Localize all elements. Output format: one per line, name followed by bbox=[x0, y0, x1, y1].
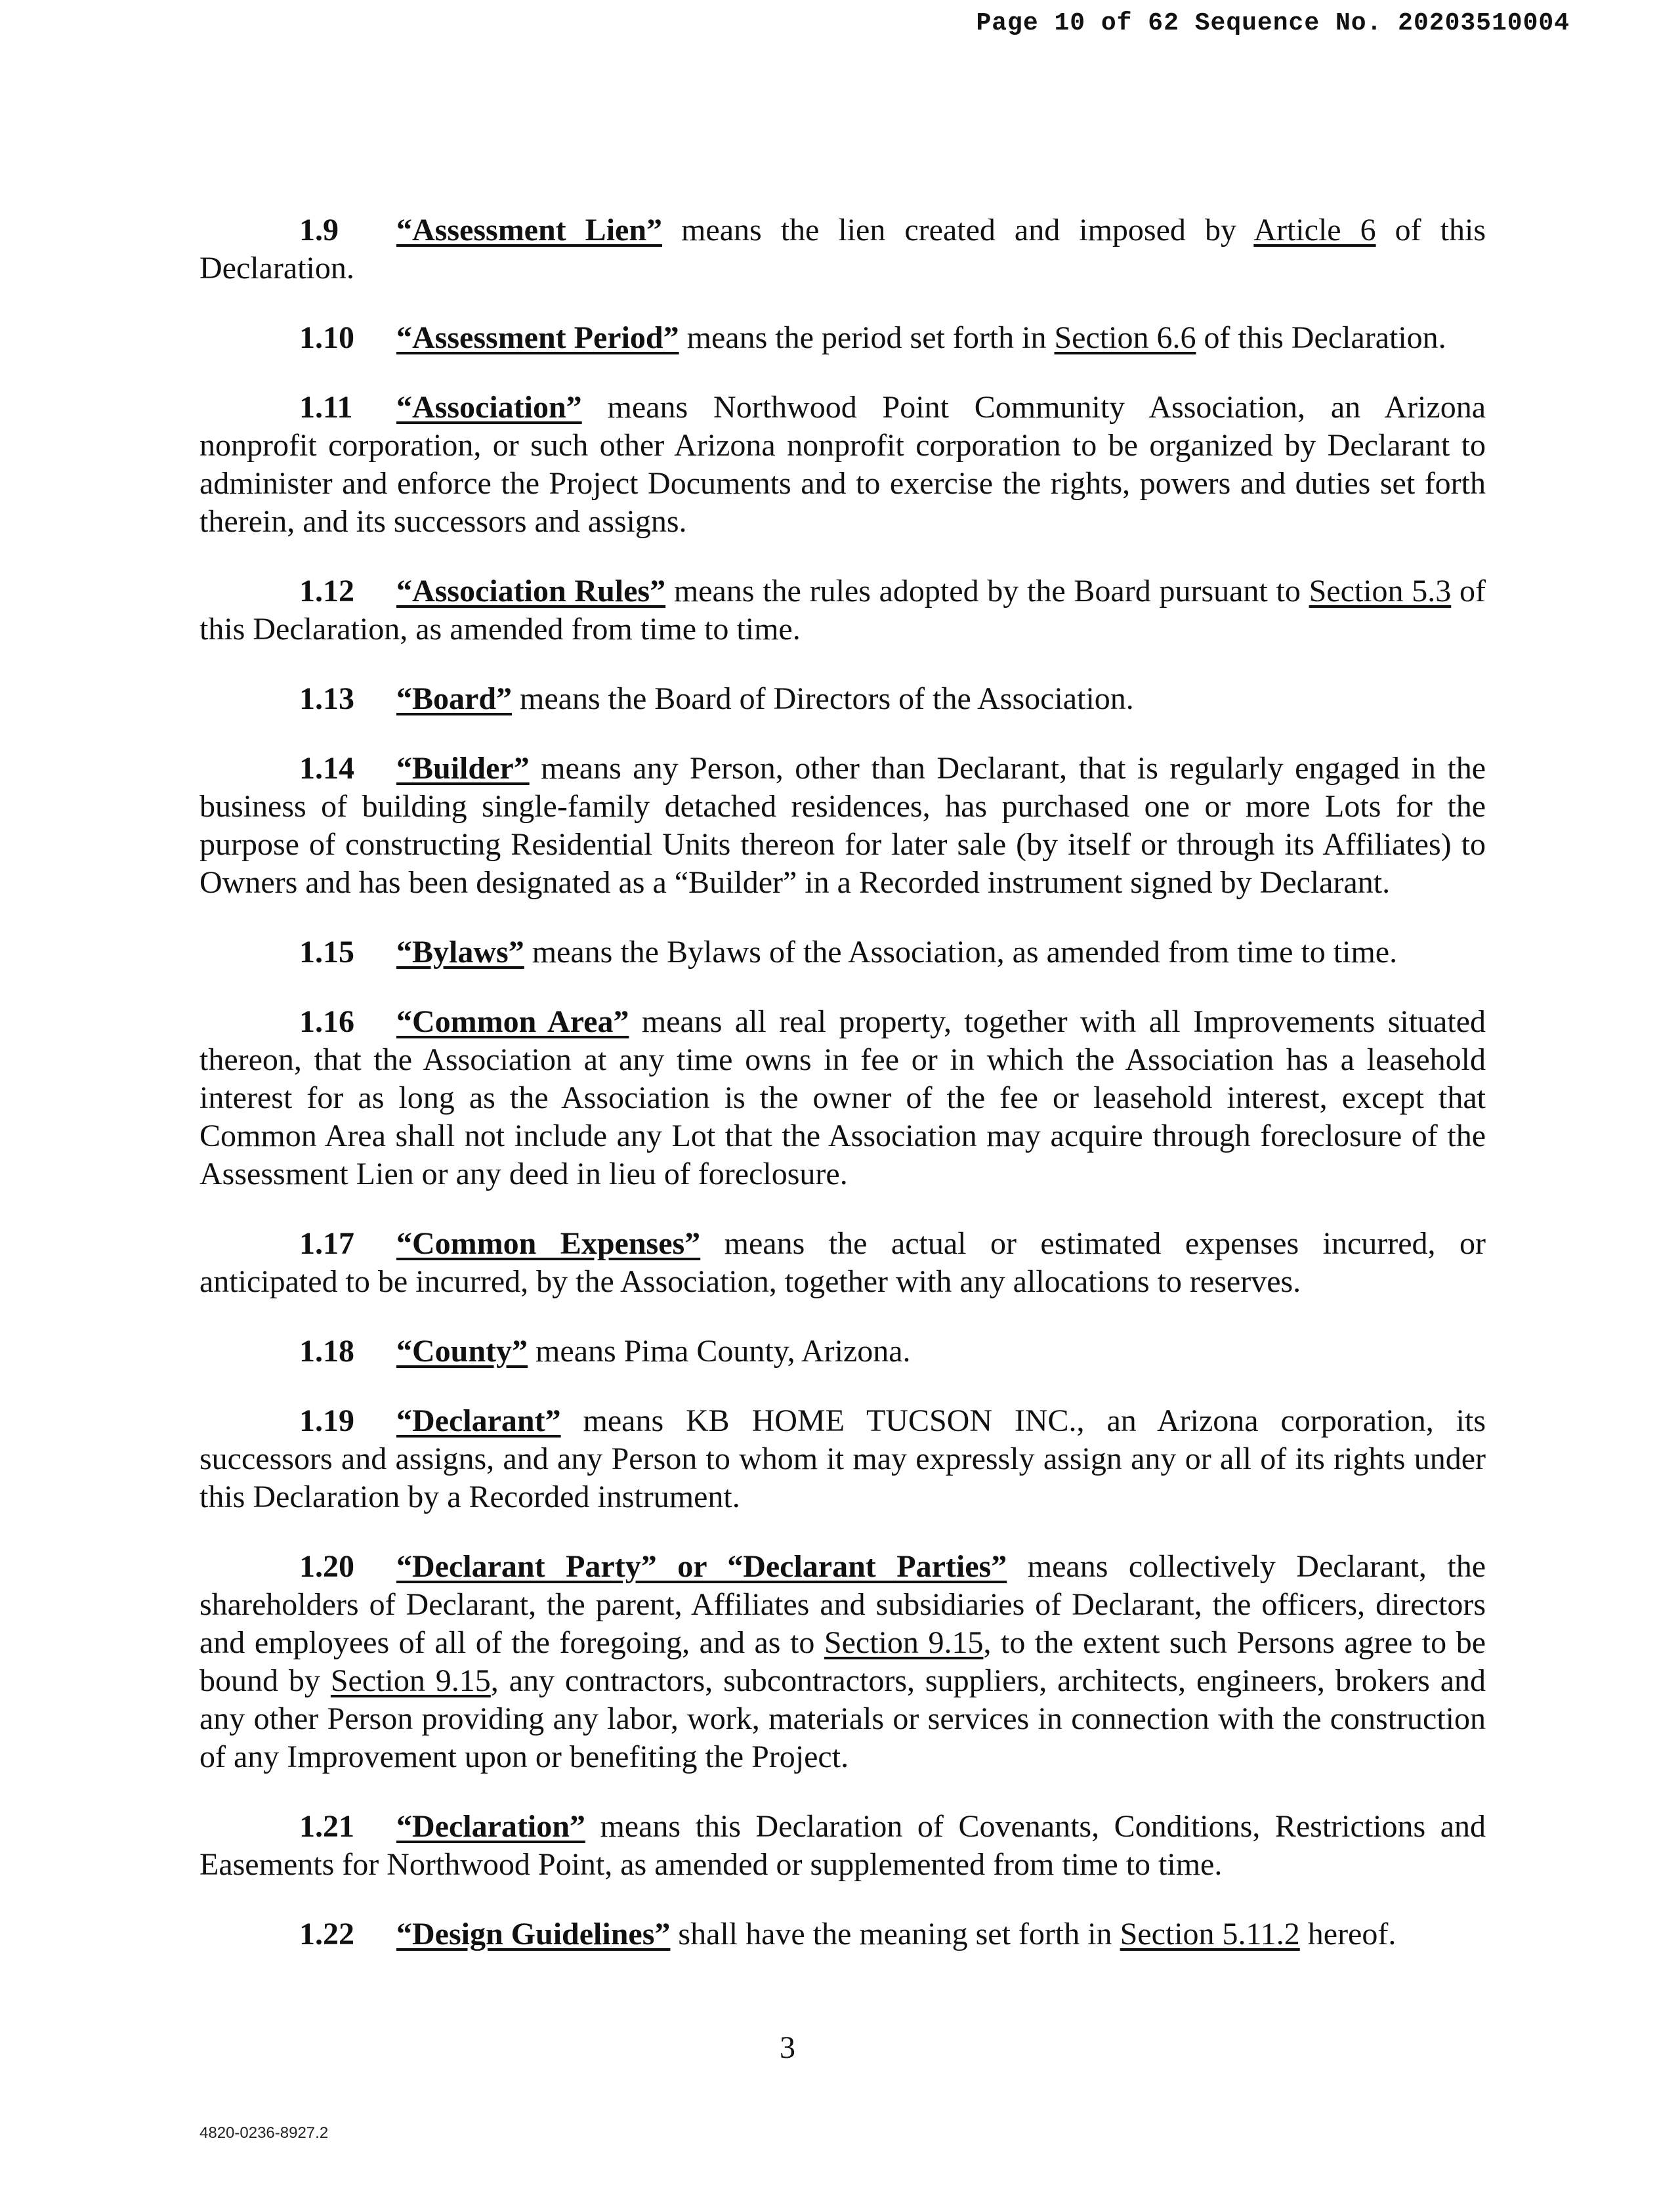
section-number: 1.12 bbox=[299, 574, 354, 608]
definition-paragraph bbox=[200, 1225, 1486, 1301]
page-sequence-header: Page 10 of 62 Sequence No. 20203510004 bbox=[976, 9, 1570, 37]
defined-term: “Association” bbox=[396, 390, 582, 425]
defined-term: “Association Rules” bbox=[396, 574, 666, 608]
definition-text: means Pima County, Arizona. bbox=[528, 1334, 911, 1369]
definition-text: means collectively Declarant, the shareholders of Declarant, the parent, Affiliates and subsidiaries of Declarant, the officers, directors and employees of all of the foregoing, and as to bbox=[200, 1549, 1486, 1660]
section-number: 1.14 bbox=[299, 751, 354, 786]
definition-paragraph bbox=[200, 1003, 1486, 1193]
definition-paragraph bbox=[200, 1402, 1486, 1516]
definition-text: means KB HOME TUCSON INC., an Arizona corporation, its successors and assigns, and any Person to whom it may expressly assign any or all of its rights under this Declaration by a Recorded instrument. bbox=[200, 1403, 1486, 1514]
definition-text: hereof. bbox=[1299, 1917, 1396, 1951]
definition-text: means the rules adopted by the Board pursuant to bbox=[665, 574, 1309, 608]
definition-text: means the actual or estimated expenses incurred, or anticipated to be incurred, by the Association, together with any allocations to reserves. bbox=[200, 1226, 1486, 1299]
definition-paragraph bbox=[200, 319, 1486, 357]
cross-reference: Section 9.15 bbox=[330, 1663, 491, 1698]
definition-paragraph bbox=[200, 933, 1486, 971]
section-number: 1.18 bbox=[299, 1334, 354, 1369]
definition-text: means all real property, together with all Improvements situated thereon, that the Association at any time owns in fee or in which the Association has a leasehold interest for as long as the Association is the owner of the fee or leasehold interest, except that Common Area shall not include any Lot that the Association may acquire through foreclosure of the Assessment Lien or any deed in lieu of foreclosure. bbox=[200, 1004, 1486, 1191]
definition-paragraph bbox=[200, 1808, 1486, 1884]
defined-term: “County” bbox=[396, 1334, 528, 1369]
definition-paragraph bbox=[200, 1548, 1486, 1776]
definition-text: means this Declaration of Covenants, Conditions, Restrictions and Easements for Northwood Point, as amended or supplemented from time to time. bbox=[200, 1809, 1486, 1882]
definition-text: shall have the meaning set forth in bbox=[670, 1917, 1120, 1951]
definition-text: , to the extent such Persons agree to be bound by bbox=[200, 1625, 1486, 1698]
definition-text: means the lien created and imposed by bbox=[662, 213, 1254, 247]
section-number: 1.10 bbox=[299, 320, 354, 355]
definition-paragraph bbox=[200, 389, 1486, 541]
definition-paragraph bbox=[200, 211, 1486, 288]
definition-paragraph bbox=[200, 572, 1486, 649]
cross-reference: Section 5.3 bbox=[1309, 574, 1452, 608]
cross-reference: Section 9.15 bbox=[824, 1625, 984, 1660]
definition-paragraph bbox=[200, 680, 1486, 718]
defined-term: “Builder” bbox=[396, 751, 530, 786]
definition-text: of this Declaration. bbox=[1196, 320, 1446, 355]
definition-paragraph bbox=[200, 1915, 1486, 1953]
definition-text: means the Bylaws of the Association, as amended from time to time. bbox=[524, 935, 1398, 970]
definition-text: of this Declaration, as amended from time to time. bbox=[200, 574, 1486, 647]
defined-term: “Declarant” bbox=[396, 1403, 561, 1438]
section-number: 1.21 bbox=[299, 1809, 354, 1844]
cross-reference: Article 6 bbox=[1253, 213, 1376, 247]
section-number: 1.11 bbox=[299, 390, 353, 425]
section-number: 1.9 bbox=[299, 213, 339, 247]
section-number: 1.22 bbox=[299, 1917, 354, 1951]
definition-text: means Northwood Point Community Association, an Arizona nonprofit corporation, or such other Arizona nonprofit corporation to be organized by Declarant to administer and enforce the Project Documents and to exercise the rights, powers and duties set forth therein, and its successors and assigns. bbox=[200, 390, 1486, 539]
defined-term: “Bylaws” bbox=[396, 935, 524, 970]
definition-text: , any contractors, subcontractors, suppliers, architects, engineers, brokers and any other Person providing any labor, work, materials or services in connection with the construction of any Improvement upon or benefiting the Project. bbox=[200, 1663, 1486, 1774]
definitions-section bbox=[200, 211, 1486, 1985]
cross-reference: Section 5.11.2 bbox=[1120, 1917, 1300, 1951]
definition-text: of this Declaration. bbox=[200, 213, 1486, 286]
defined-term: “Assessment Period” bbox=[396, 320, 679, 355]
defined-term: “Common Area” bbox=[396, 1004, 629, 1039]
page-number: 3 bbox=[780, 2030, 795, 2065]
definition-text: means any Person, other than Declarant, that is regularly engaged in the business of building single-family detached residences, has purchased one or more Lots for the purpose of constructing Residential Units thereon for later sale (by itself or through its Affiliates) to Owners and has been designated as a “Builder” in a Recorded instrument signed by Declarant. bbox=[200, 751, 1486, 900]
document-id: 4820-0236-8927.2 bbox=[200, 2124, 329, 2142]
section-number: 1.13 bbox=[299, 681, 354, 716]
defined-term: “Common Expenses” bbox=[396, 1226, 701, 1261]
cross-reference: Section 6.6 bbox=[1054, 320, 1196, 355]
section-number: 1.20 bbox=[299, 1549, 354, 1584]
section-number: 1.17 bbox=[299, 1226, 354, 1261]
defined-term: “Board” bbox=[396, 681, 513, 716]
defined-term: “Declarant Party” or “Declarant Parties” bbox=[396, 1549, 1007, 1584]
definition-paragraph bbox=[200, 1332, 1486, 1371]
defined-term: “Design Guidelines” bbox=[396, 1917, 671, 1951]
section-number: 1.15 bbox=[299, 935, 354, 970]
definition-text: means the Board of Directors of the Association. bbox=[512, 681, 1134, 716]
definition-paragraph bbox=[200, 750, 1486, 902]
defined-term: “Declaration” bbox=[396, 1809, 585, 1844]
definition-text: means the period set forth in bbox=[679, 320, 1055, 355]
section-number: 1.19 bbox=[299, 1403, 354, 1438]
section-number: 1.16 bbox=[299, 1004, 354, 1039]
defined-term: “Assessment Lien” bbox=[396, 213, 663, 247]
